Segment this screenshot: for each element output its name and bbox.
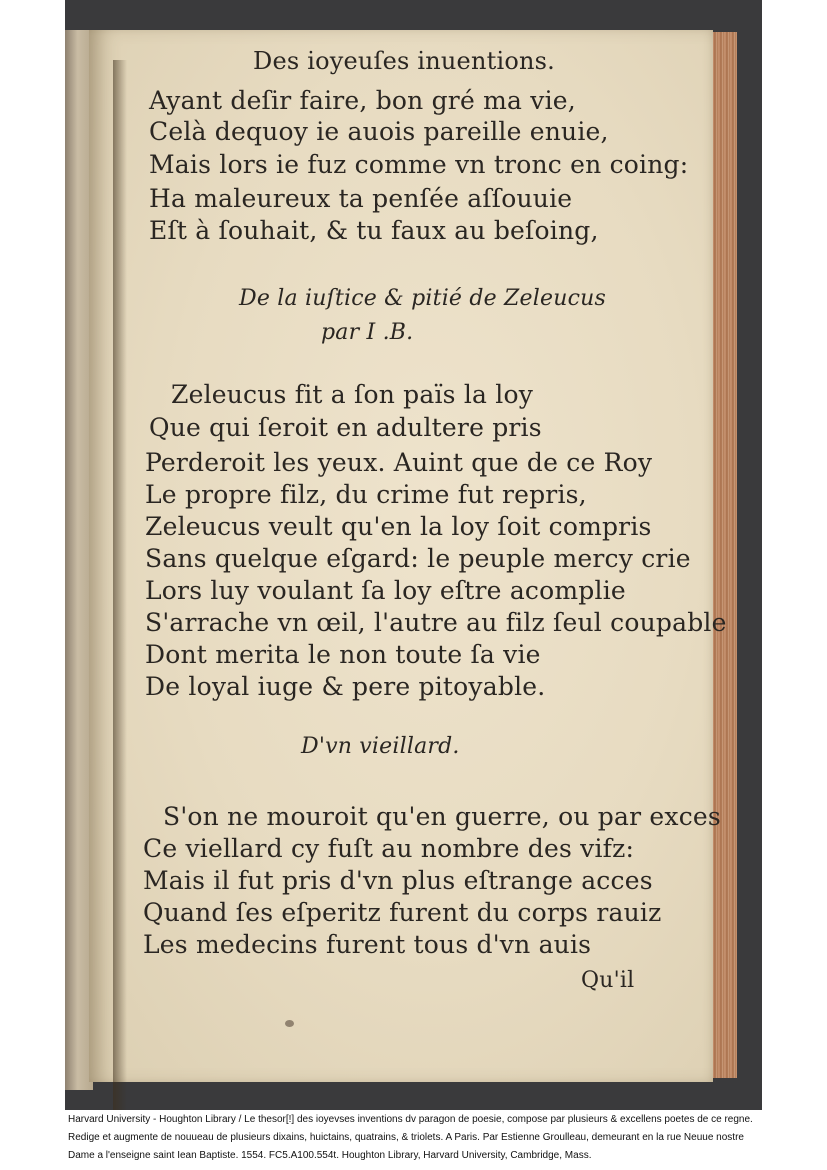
ink-stain xyxy=(285,1020,294,1027)
stanza3-line-5: Les medecins furent tous d'vn auis xyxy=(143,930,592,959)
stanza3-line-3: Mais il fut pris d'vn plus eſtrange acces xyxy=(143,866,653,895)
stanza2-line-1: Zeleucus fit a ſon païs la loy xyxy=(171,380,534,409)
stanza3-line-1: S'on ne mouroit qu'en guerre, ou par exces xyxy=(163,802,721,831)
stanza1-line-3: Mais lors ie fuz comme vn tronc en coing: xyxy=(149,150,689,179)
stanza2-line-7: Lors luy voulant ſa loy eſtre acomplie xyxy=(145,576,626,605)
page-fore-edge xyxy=(711,32,737,1078)
catchword: Qu'il xyxy=(581,968,635,993)
stanza2-line-2: Que qui ſeroit en adultere pris xyxy=(149,413,542,442)
stanza2-line-5: Zeleucus veult qu'en la loy ſoit compris xyxy=(145,512,652,541)
stanza2-line-6: Sans quelque eſgard: le peuple mercy crie xyxy=(145,544,691,573)
stanza1-line-5: Eſt à ſouhait, & tu faux au beſoing, xyxy=(149,216,599,245)
stanza3-line-2: Ce viellard cy fuſt au nombre des vifz: xyxy=(143,834,635,863)
stanza1-line-1: Ayant deſir faire, bon gré ma vie, xyxy=(149,86,576,115)
poem2-title: De la iuſtice & pitié de Zeleucus xyxy=(239,286,606,311)
attribution-caption: Harvard University - Houghton Library / Le thesor[!] des ioyevses inventions dv paragon de poesie, compose par plusieurs & excellens poetes de ce regne. Redige et augmente de nouueau de plusieurs dixains, huictains, quatrains, & triolets. A Paris. Par Estienne Groulleau, demeurant en la rue Neuue nostre Dame a l'enseigne saint Iean Baptiste. 1554. FC5.A100.554t. Houghton Library, Harvard University, Cambridge, Mass. xyxy=(68,1114,753,1161)
stanza3-line-4: Quand ſes eſperitz furent du corps rauiz xyxy=(143,898,662,927)
stanza2-line-3: Perderoit les yeux. Auint que de ce Roy xyxy=(145,448,653,477)
stanza2-line-9: Dont merita le non toute ſa vie xyxy=(145,640,541,669)
stanza2-line-10: De loyal iuge & pere pitoyable. xyxy=(145,672,546,701)
book-page xyxy=(89,30,727,1082)
stanza2-line-4: Le propre filz, du crime fut repris, xyxy=(145,480,587,509)
poem3-title: D'vn vieillard. xyxy=(301,734,460,759)
running-head: Des ioyeuſes inuentions. xyxy=(253,47,555,75)
stanza2-line-8: S'arrache vn œil, l'autre au filz ſeul coupable xyxy=(145,608,727,637)
scan-image xyxy=(65,0,762,1110)
poem2-author: par I .B. xyxy=(321,320,414,345)
page-text xyxy=(89,30,727,1082)
stanza1-line-4: Ha maleureux ta penſée aſſouuie xyxy=(149,184,573,213)
stanza1-line-2: Celà dequoy ie auois pareille enuie, xyxy=(149,117,609,146)
